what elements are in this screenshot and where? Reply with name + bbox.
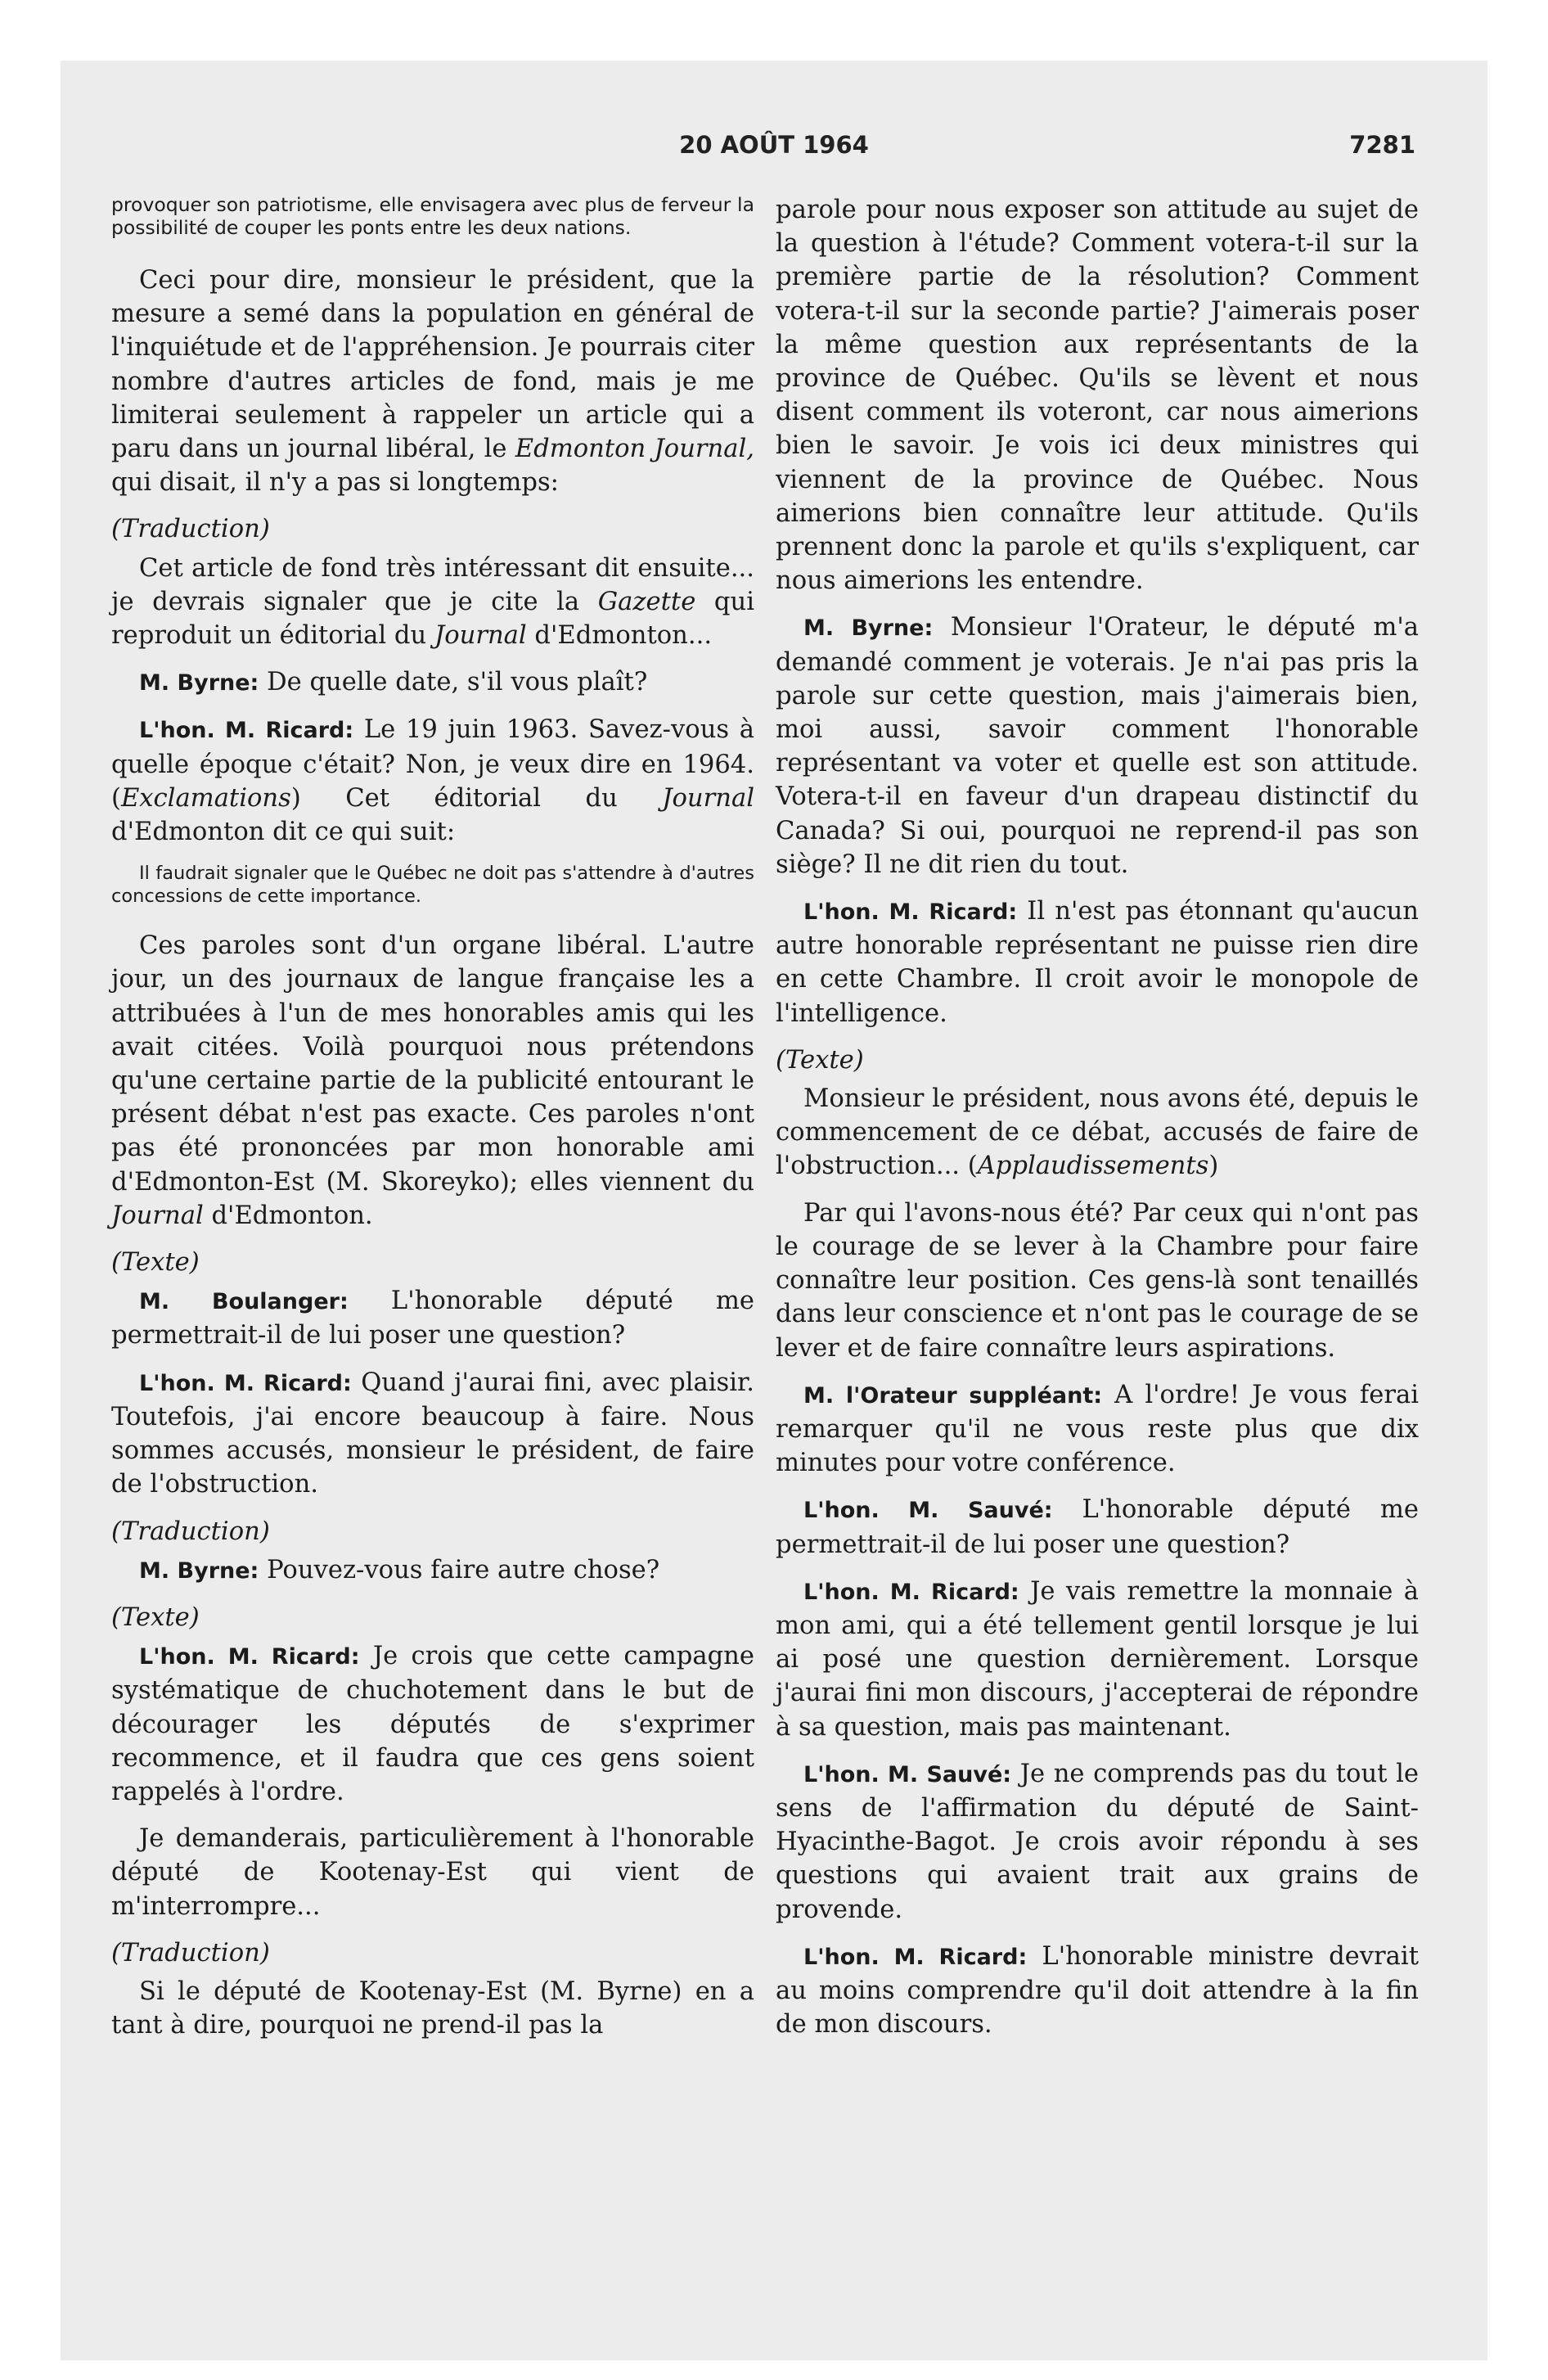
speaker-name: M. Byrne: [139, 670, 259, 696]
page-header [0, 131, 1548, 164]
speech: L'hon. M. Sauvé: L'honorable député me permettrait-il de lui poser une question? [776, 1495, 1419, 1559]
speech: L'hon. M. Ricard: Il n'est pas étonnant qu'aucun autre honorable représentant ne puisse rien dire en cette Chambre. Il croit avoir le monopole de l'intelligence. [776, 897, 1419, 1028]
right-column [776, 193, 1419, 2157]
speaker-name: M. Byrne: [803, 615, 934, 642]
paragraph: provoquer son patriotisme, elle envisagera avec plus de ferveur la possibilité de couper les ponts entre les deux nations. [111, 193, 754, 239]
paragraph: Je demanderais, particulièrement à l'honorable député de Kootenay-Est qui vient de m'interrompre... [111, 1824, 754, 1921]
speech: M. Boulanger: L'honorable député me permettrait-il de lui poser une question? [111, 1287, 754, 1350]
section-marker: (Texte) [111, 1248, 200, 1278]
speaker-name: L'hon. M. Ricard: [139, 1644, 360, 1670]
speech: M. l'Orateur suppléant: A l'ordre! Je vous ferai remarquer qu'il ne vous reste plus que dix minutes pour votre conférence. [776, 1380, 1419, 1478]
speaker-name: L'hon. M. Ricard: [803, 1944, 1028, 1970]
paragraph: Monsieur le président, nous avons été, depuis le commencement de ce débat, accusés de faire de l'obstruction... (Applaudissements) [776, 1084, 1419, 1181]
speech: L'hon. M. Ricard: Je vais remettre la monnaie à mon ami, qui a été tellement gentil lorsque je lui ai posé une question dernièrement. Lorsque j'aurai fini mon discours, j'accepterai de répondre à sa question, mais pas maintenant. [776, 1576, 1419, 1742]
speaker-name: M. Byrne: [139, 1557, 259, 1584]
section-marker: (Traduction) [111, 515, 270, 544]
paragraph: parole pour nous exposer son attitude au sujet de la question à l'étude? Comment votera-t-il sur la première partie de la résolution? Comment votera-t-il sur la seconde partie? J'aimerais poser la même question aux représentants de la province de Québec. Qu'ils se lèvent et nous disent comment ils voteront, car nous aimerions bien le savoir. Je vois ici deux ministres qui viennent de la province de Québec. Nous aimerions bien connaître leur attitude. Qu'ils prennent donc la parole et qu'ils s'expliquent, car nous aimerions les entendre. [776, 196, 1419, 596]
speaker-name: L'hon. M. Ricard: [139, 718, 354, 744]
paragraph: Par qui l'avons-nous été? Par ceux qui n'ont pas le courage de se lever à la Chambre pour faire connaître leur position. Ces gens-là sont tenaillés dans leur conscience et n'ont pas le courage de se lever et de faire connaître leurs aspirations. [776, 1198, 1419, 1363]
header-date: 20 AOÛT 1964 [679, 131, 869, 159]
speech: L'hon. M. Ricard: Je crois que cette campagne systématique de chuchotement dans le but de décourager les députés de s'exprimer recommence, et il faudra que ces gens soient rappelés à l'ordre. [111, 1642, 754, 1806]
left-column [111, 193, 754, 2157]
speaker-name: L'hon. M. Ricard: [803, 1579, 1019, 1605]
speech: L'hon. M. Sauvé: Je ne comprends pas du tout le sens de l'affirmation du député de Saint-Hyacinthe-Bagot. Je crois avoir répondu à ses questions qui avaient trait aux grains de provende. [776, 1759, 1419, 1924]
speaker-name: L'hon. M. Sauvé: [803, 1498, 1053, 1524]
section-marker: (Traduction) [111, 1517, 270, 1546]
speech: M. Byrne: Pouvez-vous faire autre chose? [139, 1555, 660, 1584]
speech: M. Byrne: De quelle date, s'il vous plaît? [139, 668, 648, 697]
speaker-name: M. Boulanger: [139, 1289, 349, 1315]
paragraph: Ceci pour dire, monsieur le président, que la mesure a semé dans la population en général de l'inquiétude et de l'appréhension. Je pourrais citer nombre d'autres articles de fond, mais je me limiterai seulement à rappeler un article qui a paru dans un journal libéral, le Edmonton Journal, qui disait, il n'y a pas si longtemps: [111, 266, 754, 498]
section-marker: (Texte) [776, 1045, 864, 1075]
speaker-name: M. l'Orateur suppléant: [803, 1382, 1103, 1409]
speech: L'hon. M. Ricard: Quand j'aurai fini, avec plaisir. Toutefois, j'ai encore beaucoup à faire. Nous sommes accusés, monsieur le président, de faire de l'obstruction. [111, 1368, 754, 1499]
page-number: 7281 [1349, 131, 1415, 159]
section-marker: (Texte) [111, 1602, 200, 1632]
paragraph: Cet article de fond très intéressant dit ensuite... je devrais signaler que je cite la Gazette qui reproduit un éditorial du Journal d'Edmonton... [111, 553, 754, 651]
speech: M. Byrne: Monsieur l'Orateur, le député m'a demandé comment je voterais. Je n'ai pas pris la parole sur cette question, mais j'aimerais bien, moi aussi, savoir comment l'honorable représentant va voter et quelle est son attitude. Votera-t-il en faveur d'un drapeau distinctif du Canada? Si oui, pourquoi ne reprend-il pas son siège? Il ne dit rien du tout. [776, 613, 1419, 879]
speech: L'hon. M. Ricard: Le 19 juin 1963. Savez-vous à quelle époque c'était? Non, je veux dire en 1964. (Exclamations) Cet éditorial du Journal d'Edmonton dit ce qui suit: [111, 715, 754, 847]
block-quote: Il faudrait signaler que le Québec ne doit pas s'attendre à d'autres concessions de cette importance. [111, 863, 754, 908]
speaker-name: L'hon. M. Sauvé: [803, 1761, 1012, 1787]
paragraph: Si le député de Kootenay-Est (M. Byrne) en a tant à dire, pourquoi ne prend-il pas la [111, 1977, 754, 2040]
speech: L'hon. M. Ricard: L'honorable ministre devrait au moins comprendre qu'il doit attendre à la fin de mon discours. [776, 1941, 1419, 2040]
speaker-name: L'hon. M. Ricard: [803, 899, 1018, 926]
speaker-name: L'hon. M. Ricard: [139, 1370, 352, 1396]
paragraph: Ces paroles sont d'un organe libéral. L'autre jour, un des journaux de langue française les a attribuées à l'un de mes honorables amis qui les avait citées. Voilà pourquoi nous prétendons qu'une certaine partie de la publicité entourant le présent débat n'est pas exacte. Ces paroles n'ont pas été prononcées par mon honorable ami d'Edmonton-Est (M. Skoreyko); elles viennent du Journal d'Edmonton. [111, 931, 754, 1230]
section-marker: (Traduction) [111, 1938, 270, 1968]
